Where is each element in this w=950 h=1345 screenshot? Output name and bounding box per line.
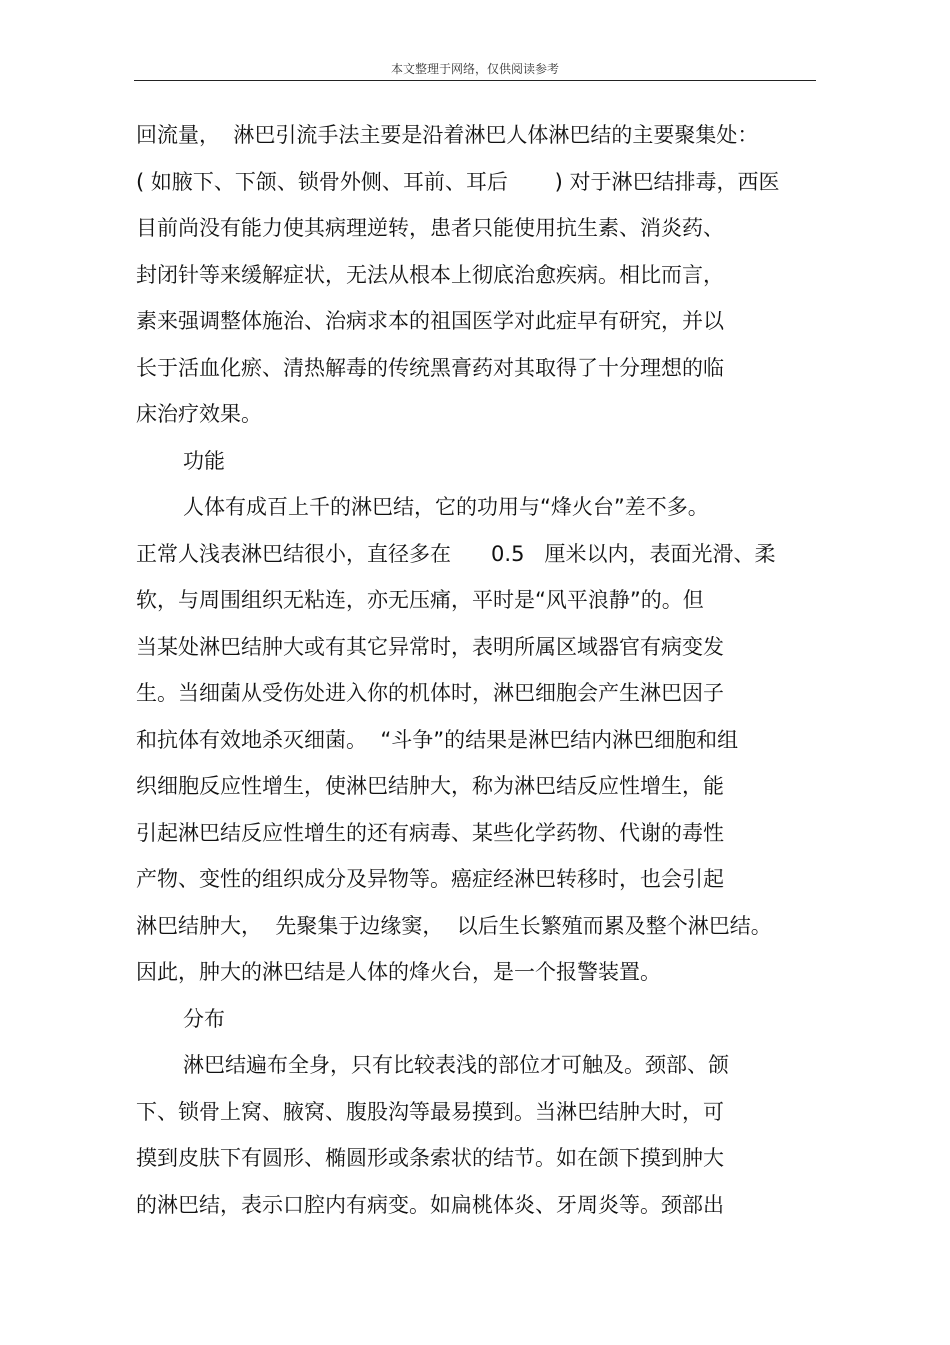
text-line: 床治疗效果。 bbox=[136, 402, 262, 426]
section-heading-function: 功能 bbox=[183, 448, 225, 473]
page-header-note: 本文整理于网络，仅供阅读参考 bbox=[390, 62, 559, 76]
text-line: 人体有成百上千的淋巴结，它的功用与“烽火台”差不多。 bbox=[183, 495, 709, 519]
text-line: 当某处淋巴结肿大或有其它异常时，表明所属区域器官有病变发 bbox=[136, 634, 724, 659]
text-line: 目前尚没有能力使其病理逆转，患者只能使用抗生素、消炎药、 bbox=[136, 216, 724, 240]
text-line: 因此，肿大的淋巴结是人体的烽火台，是一个报警装置。 bbox=[136, 960, 661, 984]
text-line: 摸到皮肤下有圆形、椭圆形或条索状的结节。如在颌下摸到肿大 bbox=[136, 1146, 724, 1170]
text-line: 封闭针等来缓解症状，无法从根本上彻底治愈疾病。相比而言， bbox=[136, 262, 724, 287]
text-line: 素来强调整体施治、治病求本的祖国医学对此症早有研究，并以 bbox=[136, 309, 724, 333]
text-line: 软，与周围组织无粘连，亦无压痛，平时是“风平浪静”的。但 bbox=[136, 588, 704, 612]
text-line: 织细胞反应性增生，使淋巴结肿大，称为淋巴结反应性增生，能 bbox=[136, 774, 724, 798]
text-line: 的淋巴结，表示口腔内有病变。如扁桃体炎、牙周炎等。颈部出 bbox=[136, 1192, 724, 1217]
document-body bbox=[136, 112, 816, 1228]
text-line: 淋巴结遍布全身，只有比较表浅的部位才可触及。颈部、颌 bbox=[183, 1053, 729, 1077]
text-line: 产物、变性的组织成分及异物等。癌症经淋巴转移时，也会引起 bbox=[136, 867, 724, 891]
text-line: 回流量， 淋巴引流手法主要是沿着淋巴人体淋巴结的主要聚集处： bbox=[136, 123, 759, 147]
text-line: 长于活血化瘀、清热解毒的传统黑膏药对其取得了十分理想的临 bbox=[136, 355, 724, 380]
text-line: ( 如腋下、下颌、锁骨外侧、耳前、耳后 ) 对于淋巴结排毒，西医 bbox=[136, 169, 780, 194]
text-line: 和抗体有效地杀灭细菌。 “斗争”的结果是淋巴结内淋巴细胞和组 bbox=[136, 727, 739, 752]
section-heading-distribution: 分布 bbox=[183, 1006, 225, 1031]
text-line: 淋巴结肿大， 先聚集于边缘窦， 以后生长繁殖而累及整个淋巴结。 bbox=[136, 913, 772, 938]
text-line: 引起淋巴结反应性增生的还有病毒、某些化学药物、代谢的毒性 bbox=[136, 820, 724, 845]
header-divider bbox=[134, 80, 816, 81]
text-line: 正常人浅表淋巴结很小，直径多在 0.5 厘米以内，表面光滑、柔 bbox=[136, 541, 776, 566]
text-line: 生。当细菌从受伤处进入你的机体时，淋巴细胞会产生淋巴因子 bbox=[136, 681, 724, 705]
text-line: 下、锁骨上窝、腋窝、腹股沟等最易摸到。当淋巴结肿大时，可 bbox=[136, 1099, 724, 1124]
